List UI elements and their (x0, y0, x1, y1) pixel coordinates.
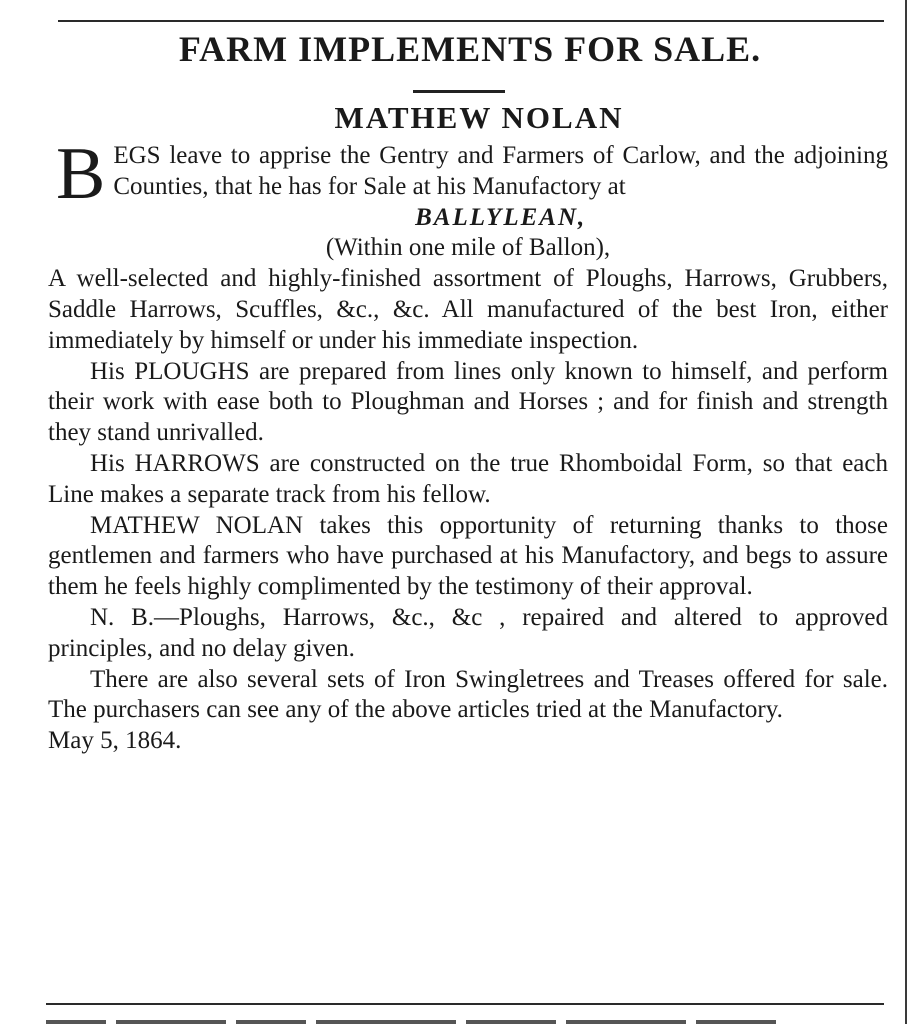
bottom-rule (46, 1003, 884, 1005)
column-border (905, 0, 907, 1024)
date-line: May 5, 1864. (48, 727, 182, 755)
advertisement-body (48, 133, 888, 757)
intro-text: EGS leave to apprise the Gentry and Farmers of Carlow, and the adjoining Counties, that he has for Sale at his Manufactory at (113, 142, 888, 200)
cropped-next-column-text (46, 1009, 884, 1024)
headline: FARM IMPLEMENTS FOR SALE. (178, 29, 762, 69)
assortment-paragraph: A well-selected and highly-finished assortment of Ploughs, Harrows, Grubbers, Saddle Harrows, Scuffles, &c., &c. All manufactured of the best Iron, either immediately by himself or under his immediate inspection. (48, 265, 888, 354)
headline-divider (413, 90, 505, 93)
nb-paragraph: N. B.—Ploughs, Harrows, &c., &c , repaired and altered to approved principles, and no delay given. (48, 603, 888, 662)
intro-paragraph (48, 133, 888, 215)
advertiser-name: MATHEW NOLAN (334, 100, 624, 135)
ploughs-paragraph: His PLOUGHS are prepared from lines only known to himself, and perform their work with ease both to Ploughman and Horses ; and for finish and strength they stand unrivalled. (48, 357, 888, 447)
top-rule (58, 20, 884, 22)
dropcap: B (56, 133, 106, 215)
swingletrees-paragraph: There are also several sets of Iron Swingletrees and Treases offered for sale. The purchasers can see any of the above articles tried at the Manufactory. (48, 665, 888, 724)
place-note: (Within one mile of Ballon), (325, 234, 611, 262)
place-name: BALLYLEAN, (415, 203, 587, 231)
thanks-paragraph: MATHEW NOLAN takes this opportunity of returning thanks to those gentlemen and farmers who have purchased at his Manufactory, and begs to assure them he feels highly complimented by the testimony of their approval. (48, 511, 888, 601)
harrows-paragraph: His HARROWS are constructed on the true Rhomboidal Form, so that each Line makes a separate track from his fellow. (48, 449, 888, 508)
